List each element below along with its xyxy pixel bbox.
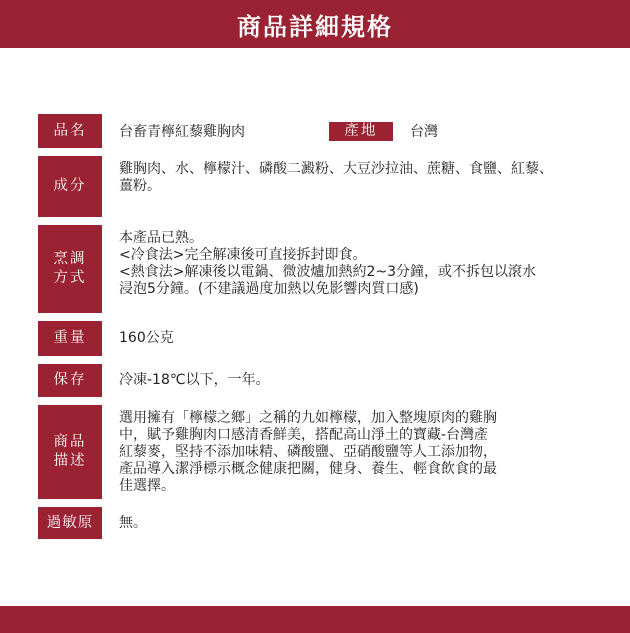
page-title: 商品詳細規格 [237,12,393,41]
allergy-label: 過敏原 [38,507,102,539]
cooking-label-line: 烹調 [53,251,87,267]
description-line: 佳選擇。 [119,478,175,494]
cooking-line: <熱食法>解凍後以電鍋、微波爐加熱約2~3分鐘，或不拆包以滾水 [119,264,537,280]
allergy-row [38,507,610,539]
description-row [38,405,610,499]
storage-value: 冷凍-18℃以下，一年。 [119,372,270,388]
storage-label: 保存 [38,364,102,397]
description-line: 紅藜麥，堅持不添加味精、磷酸鹽、亞硝酸鹽等人工添加物， [119,444,497,460]
allergy-value: 無。 [119,514,147,531]
ingredients-row [38,156,610,217]
description-label [38,405,102,499]
cooking-line: 本產品已熟。 [119,230,203,246]
description-label-line: 描述 [53,453,87,469]
storage-row [38,364,610,397]
ingredients-line: 雞胸肉、水、檸檬汁、磷酸二澱粉、大豆沙拉油、蔗糖、食鹽、紅藜、 [119,161,553,177]
ingredients-value [102,156,610,217]
description-label-line: 商品 [53,434,87,450]
cooking-label [38,225,102,313]
cooking-value [102,225,610,313]
weight-row [38,321,610,356]
weight-label: 重量 [38,321,102,356]
origin-value: 台灣 [410,124,438,140]
description-line: 選用擁有「檸檬之鄉」之稱的九如檸檬，加入整塊原肉的雞胸 [119,410,497,426]
description-line: 中，賦予雞胸肉口感清香鮮美，搭配高山淨土的寶藏-台灣產 [119,427,489,443]
description-value [102,405,610,499]
cooking-line: <冷食法>完全解凍後可直接拆封即食。 [119,247,367,263]
ingredients-label: 成分 [38,156,102,217]
ingredients-line: 薑粉。 [119,178,161,194]
page-title-bar [0,0,630,48]
name-label: 品名 [38,114,102,148]
name-row [38,114,610,148]
cooking-label-line: 方式 [53,270,87,286]
footer-bar [0,606,630,633]
origin-label: 產地 [329,122,393,141]
description-line: 產品導入潔淨標示概念健康把關，健身、養生、輕食飲食的最 [119,461,497,477]
cooking-line: 浸泡5分鐘。(不建議過度加熱以免影響肉質口感) [119,281,419,297]
weight-value: 160公克 [119,330,174,346]
cooking-row [38,225,610,313]
spec-table [38,114,610,539]
name-value: 台畜青檸紅藜雞胸肉 [119,124,245,140]
